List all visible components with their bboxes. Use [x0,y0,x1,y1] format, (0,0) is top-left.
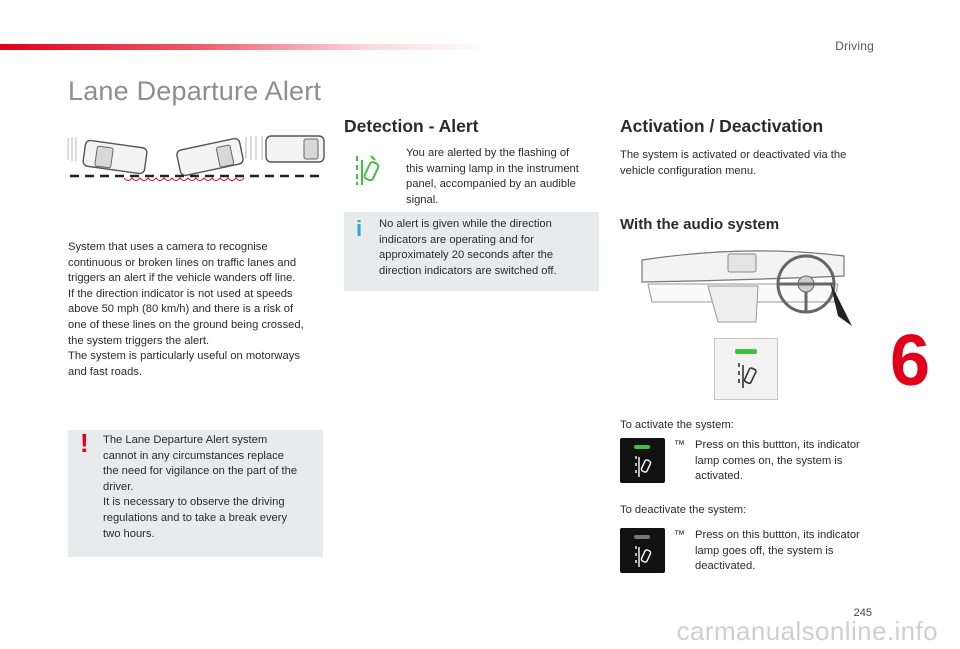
watermark: carmanualsonline.info [676,616,938,646]
lane-button-on[interactable] [620,438,665,483]
lane-departure-illustration [66,132,328,196]
bullet-icon: ™ [674,439,685,451]
info-icon: i [356,216,363,241]
activation-heading: Activation / Deactivation [620,116,824,136]
page-title: Lane Departure Alert [68,76,322,106]
intro-text: System that uses a camera to recognise continuous or broken lines on traffic lanes and triggers an alert if the vehicle wanders off line. If the direction indicator is not used at speeds above 50 mph (80 km/h) and there is a risk of one of these lines on the ground being crossed, the system triggers the alert. The system is particularly useful on motorways and fast roads. [68,241,304,378]
activate-label: To activate the system: [620,419,734,431]
lane-assist-icon [737,361,759,389]
alert-wave [124,178,244,181]
lane-assist-icon [634,544,652,568]
deactivate-text: Press on this buttton, its indicator lamp goes off, the system is deactivated. [695,529,860,573]
bullet-icon: ™ [674,529,685,541]
detection-heading: Detection - Alert [344,116,479,136]
chapter-number: 6 [889,321,930,401]
info-text: No alert is given while the direction indicators are operating and for approximately 20 seconds after the direction indicators are switched off. [379,218,557,277]
dashboard-illustration [638,246,860,328]
deactivate-label: To deactivate the system: [620,504,747,516]
activate-text: Press on this buttton, its indicator lamp comes on, the system is activated. [695,439,860,483]
activation-intro: The system is activated or deactivated via the vehicle configuration menu. [620,149,847,177]
alert-text: You are alerted by the flashing of this warning lamp in the instrument panel, accompanied by an audible signal. [406,147,579,206]
section-name: Driving [835,39,874,53]
lane-assist-icon [634,454,652,478]
header-accent-bar [0,44,490,50]
lane-warning-lamp-icon [354,154,382,186]
panel-lamp-image [714,338,778,400]
warning-text: The Lane Departure Alert system cannot in any circumstances replace the need for vigilance on the part of the driver. It is necessary to observe the driving regulations and to take a break every two hours. [103,434,298,540]
warning-icon: ! [80,428,89,458]
audio-system-subheading: With the audio system [620,216,780,233]
page-number: 245 [853,607,872,619]
lane-button-off[interactable] [620,528,665,573]
